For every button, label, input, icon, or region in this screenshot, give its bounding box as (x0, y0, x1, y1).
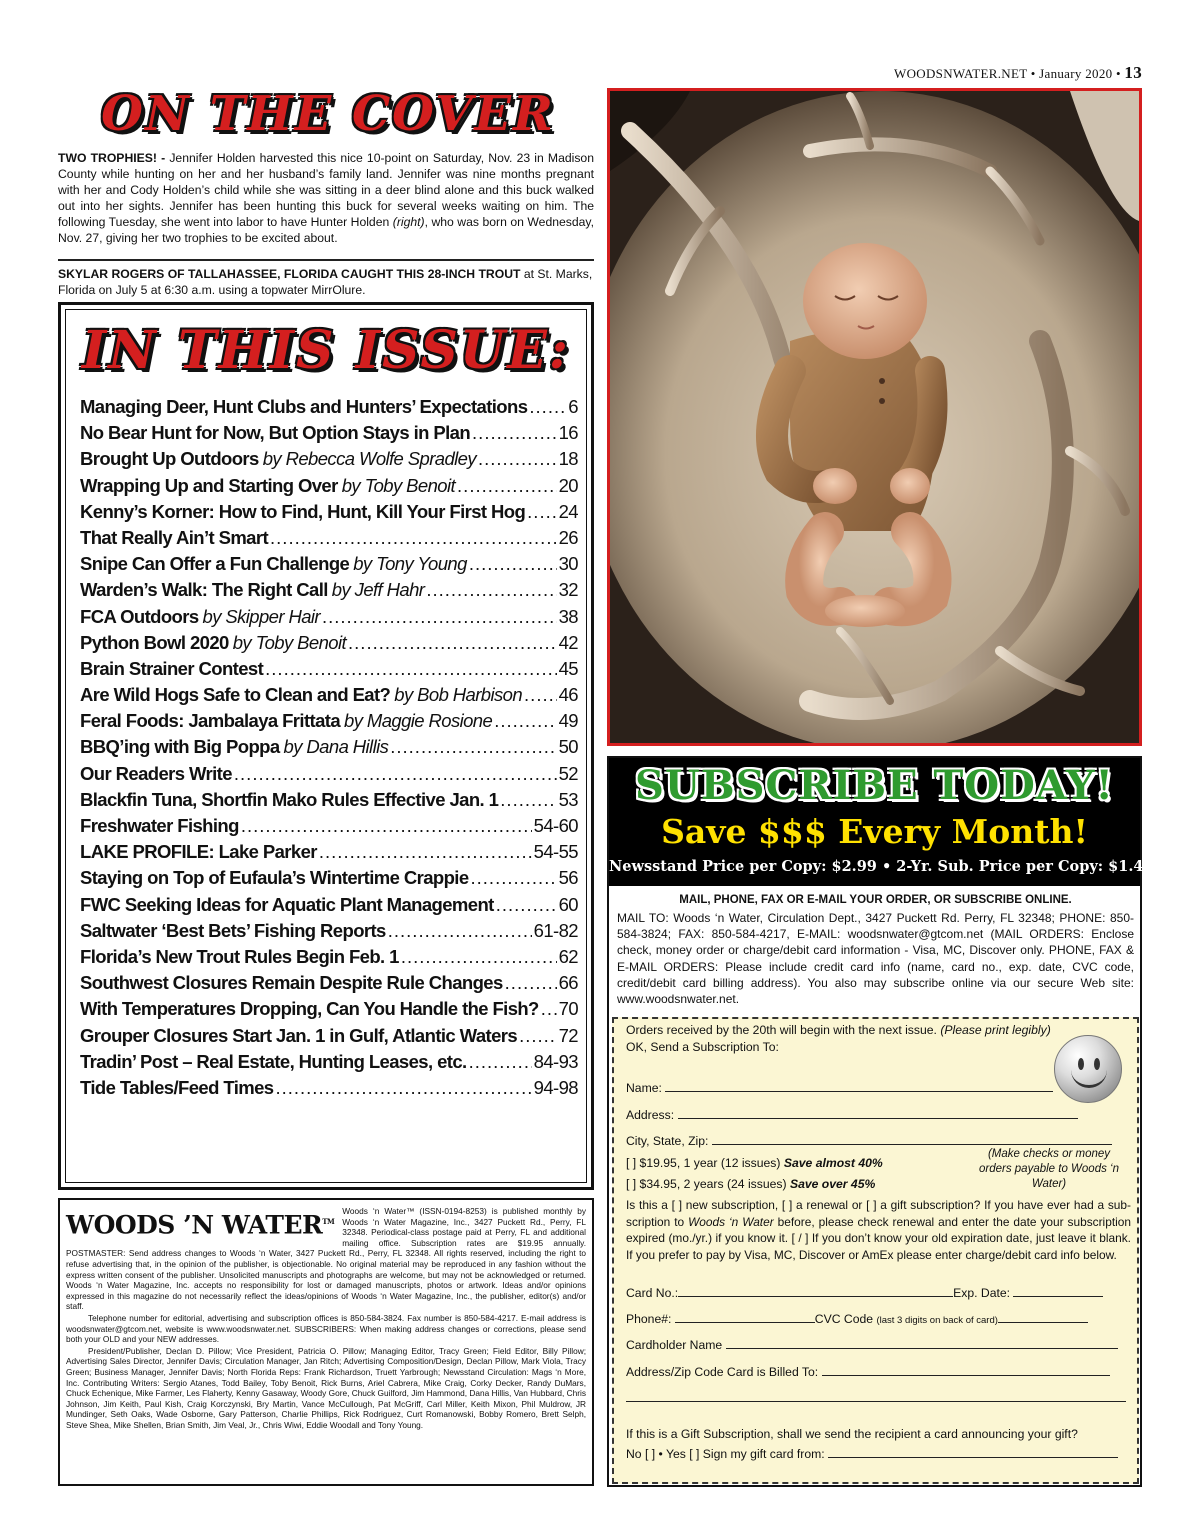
orders-note: Orders received by the 20th will begin with the next issue. (Please print legibly) (626, 1023, 1051, 1037)
toc-item-byline: by Rebecca Wolfe Spradley (262, 448, 476, 470)
subscription-form (612, 1017, 1139, 1484)
in-this-issue-heading: IN THIS ISSUE: (81, 320, 571, 381)
toc-dot-leader (401, 946, 557, 968)
toc-item-page: 54-60 (533, 815, 578, 836)
toc-item (80, 867, 578, 893)
toc-dot-leader (275, 1077, 531, 1099)
toc-dot-leader (471, 867, 557, 889)
toc-dot-leader (426, 579, 556, 601)
toc-item-title: Staying on Top of Eufaula’s Wintertime Crappie (80, 867, 469, 889)
toc-item-page: 50 (558, 736, 578, 758)
toc-item-page: 54-55 (533, 841, 578, 863)
toc-item (80, 579, 578, 605)
in-this-issue-box (58, 302, 594, 1190)
masthead-staff-list: President/Publisher, Declan D. Pillow; Vice President, Patricia O. Pillow; Managing Editor, Tracy Green; Field Editor, Billy Pillow; Advertising Sales Director, Jennifer Davis; Circulation Manager, Jan Ritch; Advertising Composition/Design, Declan Pillow, Mark Viola, Tracy Green; Business Manager, Jennifer Davis; North Florida Reps: Frank Richardson, Truett Yarbrough; Newsstand Circulation: Mags ‘n More, Inc. Contributing Writers: Sergio Atanes, Todd Bailey, Toby Benoit, Rick Burns, Ariel Cabrera, Mike Craig, Corky Decker, Randy DuMars, Chuck Echenique, Mike Farmer, Les Flaherty, Kenny Gasaway, Woody Gore, Chuck Guilford, Jim Hammond, Dana Hillis, Van Hubbard, Chris Johnson, Jim Keith, Paul Kish, Craig Korczynski, Bry Martin, Vance McCullough, Pat McGriff, Carl Miller, Keith Mixon, Phil Muldrow, JR Mundinger, Seth Oaks, Wade Osborne, Gary Patterson, Charlie Phillips, Rick Rodriguez, Curt Romanowski, Bobby Romero, Brett Selph, Steve Shea, Mike Shellen, Brian Smith, Jim Veal, Jr., Chris Wiwi, Eddie Woodall and Tony Young. (66, 1345, 586, 1430)
toc-item-title: Southwest Closures Remain Despite Rule Changes (80, 972, 503, 994)
toc-item-title: Tradin’ Post – Real Estate, Hunting Leases, etc. (80, 1050, 467, 1072)
toc-item-page: 46 (558, 684, 578, 706)
toc-dot-leader (472, 422, 557, 444)
toc-item-title: BBQ’ing with Big Poppa (80, 736, 280, 758)
toc-item (80, 396, 578, 422)
toc-dot-leader (270, 527, 557, 549)
masthead-publishing-info: Woods ‘n Water™ (ISSN-0194-8253) is published monthly by Woods ‘n Water Magazine, Inc., 3427 Puckett Rd., Perry, FL 32348. Periodical-class postage paid at Perry, FL and additional mailing office. Subscription rates are $19.95 annually. POSTMASTER: Send address changes to Woods ‘n Water, 3427 Puckett Rd., Perry, FL 32348. All rights reserved, including the right to refuse advertising that, in the opinion of the publisher, is objectionable. No original material may be reproduced in any fashion without the express written consent of the publisher. Unsolicited manuscripts and photographs are welcome, but may not be acknowledged or returned. Woods ‘n Water Magazine, Inc. accepts no responsibility for lost or damaged manuscripts, photos or artwork. Ideas and/or opinions expressed in this magazine do not necessarily reflect the ideas/opinions of Woods ‘n Water Magazine, Inc., the publisher, editor(s) and/or staff. (66, 1206, 586, 1312)
toc-item (80, 632, 578, 658)
toc-item-page: 26 (558, 526, 578, 548)
toc-item-title: That Really Ain’t Smart (80, 526, 269, 548)
toc-item (80, 841, 578, 867)
toc-dot-leader (541, 998, 557, 1020)
toc-dot-leader (241, 815, 532, 837)
address-field[interactable]: Address: (626, 1107, 1078, 1124)
toc-item-page: 70 (558, 998, 578, 1020)
toc-item-title: Brain Strainer Contest (80, 657, 264, 679)
table-of-contents (80, 396, 578, 1103)
toc-item-title: Kenny’s Korner: How to Find, Hunt, Kill Your First Hog (80, 500, 526, 522)
toc-item (80, 815, 578, 841)
toc-item-page: 66 (558, 972, 578, 994)
toc-item-byline: by Jeff Hahr (331, 579, 425, 601)
toc-item-page: 61-82 (533, 919, 578, 941)
toc-dot-leader (496, 894, 557, 916)
toc-item-page: 62 (558, 945, 578, 967)
toc-item-page: 16 (558, 422, 578, 444)
toc-item-page: 18 (558, 448, 578, 470)
toc-item-page: 53 (558, 788, 578, 810)
toc-item-title: Snipe Can Offer a Fun Challenge (80, 553, 350, 575)
toc-item-byline: by Toby Benoit (341, 474, 456, 496)
masthead-contact-info: Telephone number for editorial, advertising and subscription offices is 850-584-3824. Fax number is 850-584-4217. E-mail address is woodsnwater@gtcom.net, website is www.woodsnwater.net. SUBSCRIBERS: When making address changes or corrections, please send both your OLD and your NEW addresses. (66, 1312, 586, 1345)
toc-item (80, 789, 578, 815)
toc-item-title: Feral Foods: Jambalaya Frittata (80, 710, 341, 732)
toc-item-title: Our Readers Write (80, 762, 232, 784)
toc-item (80, 736, 578, 762)
toc-item-title: Freshwater Fishing (80, 815, 239, 836)
toc-item-byline: by Dana Hillis (283, 736, 389, 758)
card-number-field[interactable]: Card No.: Exp. Date: (626, 1285, 1103, 1302)
page-folio: WOODSNWATER.NET • January 2020 • 13 (894, 63, 1142, 82)
toc-dot-leader (494, 710, 556, 732)
toc-dot-leader (478, 448, 557, 470)
toc-item-title: Tide Tables/Feed Times (80, 1076, 274, 1098)
toc-item-page: 30 (558, 553, 578, 575)
cover-photo (607, 88, 1142, 746)
toc-item-title: No Bear Hunt for Now, But Option Stays in Plan (80, 422, 471, 444)
caption-divider (58, 259, 594, 261)
toc-dot-leader (524, 684, 557, 706)
toc-item (80, 920, 578, 946)
toc-dot-leader (388, 920, 532, 942)
subscribe-today-heading: SUBSCRIBE TODAY! (635, 762, 1114, 809)
toc-item (80, 475, 578, 501)
toc-dot-leader (529, 396, 566, 418)
gift-question: If this is a Gift Subscription, shall we send the recipient a card announcing your gift? (626, 1427, 1078, 1441)
make-checks-note: (Make checks or money orders payable to Woods ‘n Water) (979, 1148, 1119, 1190)
toc-item-page: 42 (558, 631, 578, 653)
toc-item (80, 606, 578, 632)
toc-item-title: FCA Outdoors (80, 605, 199, 627)
toc-item-page: 6 (568, 396, 578, 417)
toc-item-byline: by Tony Young (353, 553, 467, 575)
toc-dot-leader (348, 632, 557, 654)
toc-item (80, 972, 578, 998)
toc-item (80, 501, 578, 527)
toc-item-page: 32 (558, 579, 578, 601)
toc-item-title: LAKE PROFILE: Lake Parker (80, 841, 317, 863)
toc-item-title: FWC Seeking Ideas for Aquatic Plant Management (80, 893, 494, 915)
billing-address-field[interactable]: Address/Zip Code Card is Billed To: (626, 1364, 1110, 1381)
trout-caption: SKYLAR ROGERS OF TALLAHASSEE, FLORIDA CAUGHT THIS 28-INCH TROUT at St. Marks, Florida on July 5 at 6:30 a.m. using a topwater MirrOlure. (58, 267, 593, 298)
toc-dot-leader (500, 789, 556, 811)
subscribe-banner (609, 758, 1154, 886)
toc-item-byline: by Maggie Rosione (344, 710, 493, 732)
toc-item (80, 1077, 578, 1103)
toc-item (80, 1051, 578, 1077)
toc-item (80, 894, 578, 920)
toc-item (80, 553, 578, 579)
toc-item (80, 448, 578, 474)
toc-item (80, 946, 578, 972)
toc-item-page: 24 (558, 500, 578, 522)
masthead (58, 1198, 594, 1486)
order-instructions: MAIL TO: Woods ‘n Water, Circulation Dept., 3427 Puckett Rd. Perry, FL 32348; PHONE: 850-584-3824; FAX: 850-584-4217, E-MAIL: woodsnwater@gtcom.net (MAIL ORDERS: Enclose check, money order or charge/debit card information - Visa, MC, Discover only. PHONE, FAX & E-MAIL ORDERS: Please include credit card info (name, card no., exp. date, CVC code, credit/debit card billing address). You also may subscribe online via our secure Web site: www.woodsnwater.net. (617, 911, 1134, 1007)
toc-item-page: 84-93 (533, 1050, 578, 1072)
toc-item-page: 45 (558, 657, 578, 679)
toc-dot-leader (457, 475, 557, 497)
toc-item (80, 684, 578, 710)
gift-card-field[interactable]: No [ ] • Yes [ ] Sign my gift card from: (626, 1446, 1118, 1463)
toc-item-byline: by Bob Harbison (394, 684, 523, 706)
cardholder-name-field[interactable]: Cardholder Name (626, 1337, 1118, 1354)
toc-item-page: 72 (558, 1024, 578, 1046)
toc-dot-leader (519, 1025, 557, 1047)
on-the-cover-heading: ON THE COVER (101, 86, 555, 142)
toc-item (80, 1025, 578, 1051)
toc-dot-leader (469, 553, 557, 575)
order-heading: MAIL, PHONE, FAX OR E-MAIL YOUR ORDER, OR SUBSCRIBE ONLINE. (679, 894, 1072, 906)
toc-item-title: Warden’s Walk: The Right Call (80, 579, 328, 601)
option-two-years[interactable]: [ ] $34.95, 2 years (24 issues) Save over 45% (626, 1177, 876, 1191)
toc-item-title: Florida’s New Trout Rules Begin Feb. 1 (80, 945, 399, 967)
smiley-face-icon (1054, 1035, 1122, 1103)
name-field[interactable]: Name: (626, 1080, 1053, 1097)
billing-address-line-2[interactable] (626, 1390, 1126, 1407)
woods-n-water-logo: WOODS ’N WATER™ (66, 1210, 335, 1240)
toc-item-title: Python Bowl 2020 (80, 631, 229, 653)
toc-item (80, 422, 578, 448)
toc-item-byline: by Skipper Hair (202, 605, 320, 627)
option-one-year[interactable]: [ ] $19.95, 1 year (12 issues) Save almost 40% (626, 1156, 883, 1170)
toc-dot-leader (527, 501, 556, 523)
toc-item-page: 38 (558, 605, 578, 627)
toc-item-byline: by Toby Benoit (232, 631, 347, 653)
toc-dot-leader (234, 763, 557, 785)
toc-item-title: Managing Deer, Hunt Clubs and Hunters’ Expectations (80, 396, 528, 417)
toc-dot-leader (319, 841, 532, 863)
toc-item-page: 52 (558, 762, 578, 784)
toc-item-title: Brought Up Outdoors (80, 448, 259, 470)
toc-item (80, 763, 578, 789)
toc-item-title: Blackfin Tuna, Shortfin Mako Rules Effective Jan. 1 (80, 788, 499, 810)
toc-item-page: 56 (558, 867, 578, 889)
subscribe-ad (607, 756, 1154, 1487)
toc-item-title: Grouper Closures Start Jan. 1 in Gulf, Atlantic Waters (80, 1024, 518, 1046)
send-to-label: OK, Send a Subscription To: (626, 1040, 779, 1054)
phone-cvc-field[interactable]: Phone#: CVC Code (last 3 digits on back of card) (626, 1311, 1088, 1329)
toc-item-page: 60 (558, 893, 578, 915)
toc-dot-leader (322, 606, 557, 628)
toc-item-title: Wrapping Up and Starting Over (80, 474, 338, 496)
toc-dot-leader (505, 972, 557, 994)
toc-item (80, 527, 578, 553)
toc-item-page: 94-98 (533, 1076, 578, 1098)
toc-dot-leader (390, 736, 556, 758)
city-state-zip-field[interactable]: City, State, Zip: (626, 1133, 1112, 1150)
save-every-month: Save $$$ Every Month! (661, 812, 1088, 851)
toc-dot-leader (265, 658, 556, 680)
toc-item-page: 49 (558, 710, 578, 732)
price-comparison: Newsstand Price per Copy: $2.99 • 2-Yr. Sub. Price per Copy: $1.46 (609, 858, 1154, 875)
toc-item-title: With Temperatures Dropping, Can You Handle the Fish? (80, 998, 539, 1020)
toc-item (80, 998, 578, 1024)
toc-item (80, 658, 578, 684)
cover-caption: TWO TROPHIES! - Jennifer Holden harvested this nice 10-point on Saturday, Nov. 23 in Madison County while hunting on her and her husband’s family land. Jennifer was nine months pregnant with her and Cody Holden’s child while she was sitting in a deer blind alone and this buck walked out into her sights. Jennifer has been hunting this buck for several weeks waiting on him. The following Tuesday, she went into labor to have Hunter Holden (right), who was born on Wednesday, Nov. 27, giving her two trophies to be excited about. (58, 151, 594, 246)
baby-with-antlers-photo (610, 91, 1139, 743)
toc-item-title: Are Wild Hogs Safe to Clean and Eat? (80, 684, 391, 706)
toc-dot-leader (469, 1051, 532, 1073)
toc-item-page: 20 (558, 474, 578, 496)
toc-item-title: Saltwater ‘Best Bets’ Fishing Reports (80, 919, 386, 941)
renewal-instructions: Is this a [ ] new subscription, [ ] a renewal or [ ] a gift subscription? If you have ever had a sub- scription to Woods ‘n Water before, please check renewal and enter the date your subscription expired (mo./yr.) if you know it. [ / ] If you don’t know your old expiration date, just leave it blank. If you prefer to pay by Visa, MC, Discover or AmEx please enter charge/debit card info below. (626, 1198, 1131, 1262)
toc-item (80, 710, 578, 736)
